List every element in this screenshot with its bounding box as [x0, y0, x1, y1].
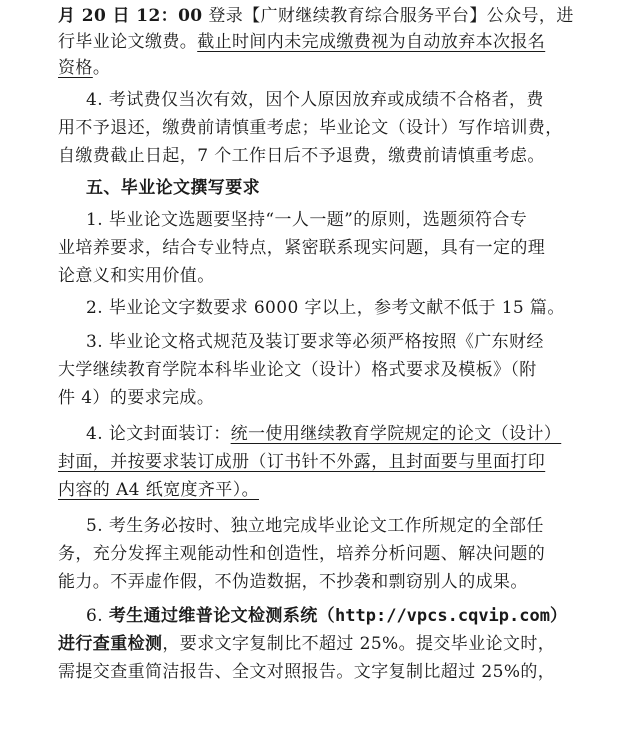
text-segment: 4. 考试费仅当次有效，因个人原因放弃或成绩不合格者，费 — [86, 90, 544, 110]
bold-text: 进行查重检测 — [58, 634, 163, 654]
text-segment: 行毕业论文缴费。 — [58, 32, 198, 52]
text-segment: 需提交查重简洁报告、全文对照报告。文字复制比超过 25%的， — [58, 662, 556, 682]
text-segment: 登录【广财继续教育综合服务平台】公众号，进 — [202, 6, 574, 26]
text-segment: 2. 毕业论文字数要求 6000 字以上，参考文献不低于 15 篇。 — [86, 298, 565, 318]
text-line — [86, 172, 594, 204]
text-segment: 件 4）的要求完成。 — [58, 388, 215, 408]
text-line — [58, 52, 594, 84]
text-segment: 4. 论文封面装订： — [86, 424, 231, 444]
text-segment: 1. 毕业论文选题要坚持“一人一题”的原则，选题须符合专 — [86, 210, 528, 230]
bold-text: ） — [549, 606, 568, 626]
bold-text: 五、毕业论文撰写要求 — [86, 178, 260, 198]
underlined-text: 资格 — [58, 58, 93, 78]
underlined-text: 封面，并按要求装订成册（订书针不外露，且封面要与里面打印 — [58, 452, 546, 472]
underlined-text: 截止时间内未完成缴费视为自动放弃本次报名 — [197, 32, 546, 52]
text-line — [58, 260, 594, 292]
text-segment: 务，充分发挥主观能动性和创造性，培养分析问题、解决问题的 — [58, 544, 546, 564]
bold-text: 月 20 日 12：00 — [58, 6, 203, 26]
text-line — [58, 140, 594, 172]
text-line — [86, 292, 594, 324]
text-line — [58, 566, 594, 598]
text-segment: 自缴费截止日起，7 个工作日后不予退费，缴费前请慎重考虑。 — [58, 146, 545, 166]
text-segment: ，要求文字复制比不超过 25%。提交毕业论文时， — [162, 634, 556, 654]
text-segment: 大学继续教育学院本科毕业论文（设计）格式要求及模板》（附 — [58, 360, 537, 380]
text-segment: 。 — [92, 58, 111, 78]
text-line — [58, 382, 594, 414]
text-segment: 业培养要求，结合专业特点，紧密联系现实问题，具有一定的理 — [58, 238, 546, 258]
text-segment: 用不予退还，缴费前请慎重考虑；毕业论文（设计）写作培训费， — [58, 118, 563, 138]
text-segment: 6. — [86, 606, 109, 626]
text-line — [58, 474, 594, 506]
text-line — [58, 656, 594, 688]
text-segment: 能力。不弄虚作假，不伪造数据，不抄袭和剽窃别人的成果。 — [58, 572, 528, 592]
underlined-text: 内容的 A4 纸宽度齐平）。 — [58, 480, 259, 500]
url-text: http://vpcs.cqvip.com — [335, 606, 550, 626]
text-segment: 论意义和实用价值。 — [58, 266, 215, 286]
bold-text: 考生通过维普论文检测系统（ — [108, 606, 336, 626]
underlined-text: 统一使用继续教育学院规定的论文（设计） — [230, 424, 562, 444]
text-segment: 3. 毕业论文格式规范及装订要求等必须严格按照《广东财经 — [86, 332, 544, 352]
text-segment: 5. 考生务必按时、独立地完成毕业论文工作所规定的全部任 — [86, 516, 544, 536]
